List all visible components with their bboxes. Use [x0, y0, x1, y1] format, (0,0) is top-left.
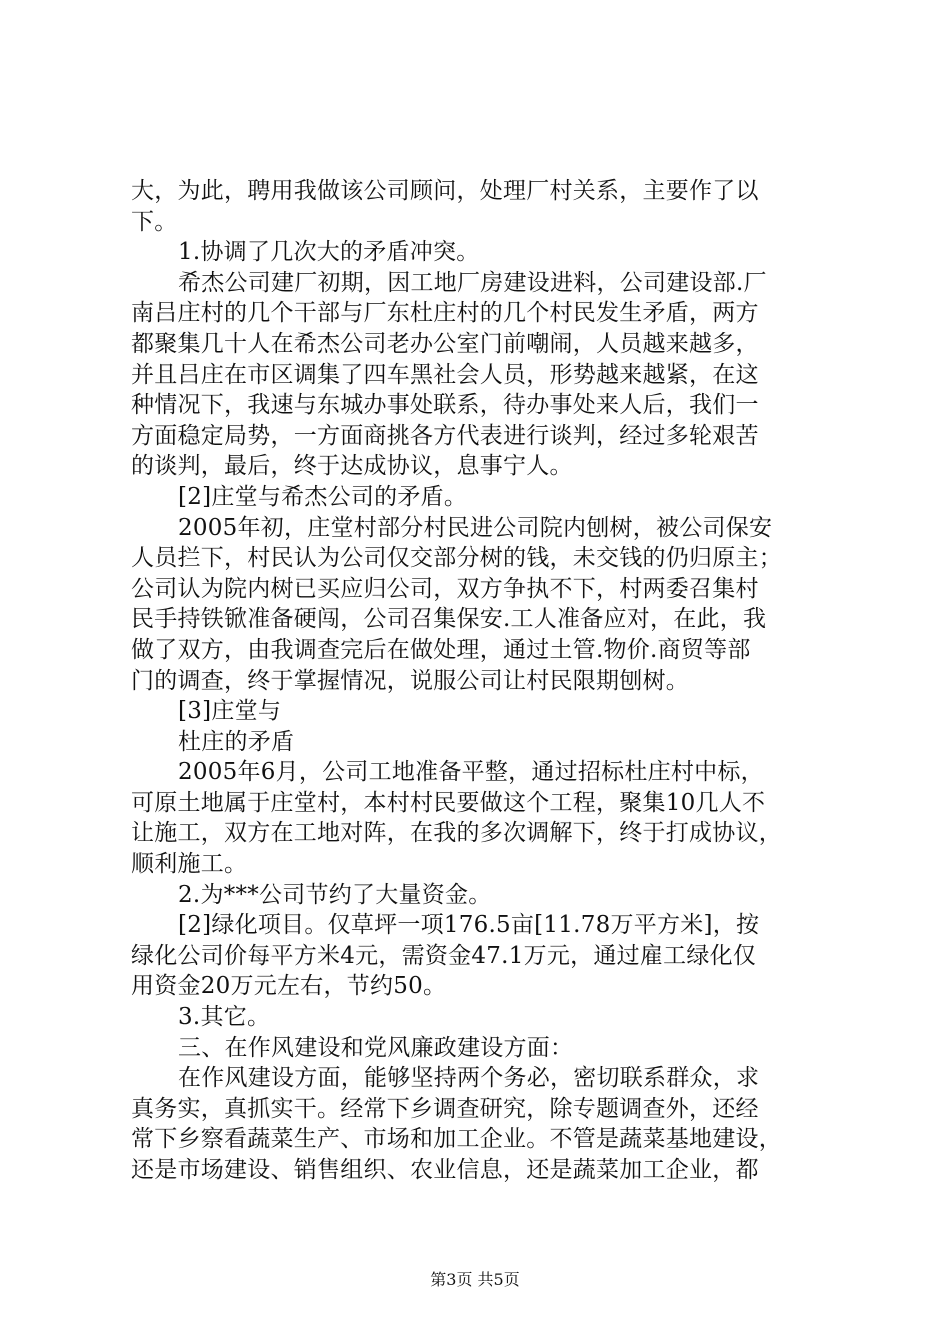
text-line: 门的调查，终于掌握情况，说服公司让村民限期刨树。 — [131, 667, 689, 694]
text-line: 还是市场建设、销售组织、农业信息，还是蔬菜加工企业，都 — [131, 1157, 759, 1183]
text-line: 方面稳定局势，一方面商挑各方代表进行谈判，经过多轮艰苦 — [131, 422, 759, 449]
text-line: 让施工，双方在工地对阵，在我的多次调解下，终于打成协议， — [131, 820, 782, 847]
text-line: 民手持铁锨准备硬闯，公司召集保安.工人准备应对，在此，我 — [131, 606, 767, 633]
text-line: 杜庄的矛盾 — [178, 728, 295, 755]
text-line: 2.为***公司节约了大量资金。 — [178, 881, 492, 908]
text-line: 并且吕庄在市区调集了四车黑社会人员，形势越来越紧，在这 — [131, 361, 759, 388]
text-line: 绿化公司价每平方米4元，需资金47.1万元，通过雇工绿化仅 — [131, 942, 757, 969]
text-line: 种情况下，我速与东城办事处联系，待办事处来人后，我们一 — [131, 392, 759, 419]
document-body — [131, 176, 831, 1186]
text-line: 常下乡察看蔬菜生产、市场和加工企业。不管是蔬菜基地建设， — [131, 1126, 782, 1153]
text-line: 都聚集几十人在希杰公司老办公室门前嘲闹，人员越来越多， — [131, 330, 759, 357]
text-line: 三、在作风建设和党风廉政建设方面： — [178, 1034, 574, 1061]
text-line: 真务实，真抓实干。经常下乡调查研究，除专题调查外，还经 — [131, 1095, 759, 1122]
text-line: 希杰公司建厂初期，因工地厂房建设进料，公司建设部.厂 — [178, 269, 767, 296]
text-line: 顺利施工。 — [131, 851, 248, 878]
text-line: 人员拦下，村民认为公司仅交部分树的钱，未交钱的仍归原主； — [131, 545, 782, 572]
text-line: 的谈判，最后，终于达成协议，息事宁人。 — [131, 453, 573, 480]
text-line: 1.协调了几次大的矛盾冲突。 — [178, 239, 480, 266]
text-line: 2005年6月，公司工地准备平整，通过招标杜庄村中标， — [178, 759, 764, 786]
page-footer: 第3页 共5页 — [430, 1270, 520, 1289]
text-line: 下。 — [131, 208, 178, 235]
text-line: 可原土地属于庄堂村，本村村民要做这个工程，聚集10几人不 — [131, 789, 766, 816]
text-line: 用资金20万元左右，节约50。 — [131, 973, 447, 1000]
text-line: 公司认为院内树已买应归公司，双方争执不下，村两委召集村 — [131, 575, 759, 602]
text-line: 做了双方，由我调查完后在做处理，通过土管.物价.商贸等部 — [131, 636, 751, 663]
text-line: [2]绿化项目。仅草坪一项176.5亩[11.78万平方米]，按 — [178, 912, 760, 939]
text-line: [3]庄堂与 — [178, 698, 282, 725]
text-line: 2005年初，庄堂村部分村民进公司院内刨树，被公司保安 — [178, 514, 773, 541]
text-line: [2]庄堂与希杰公司的矛盾。 — [178, 483, 468, 510]
text-line: 大，为此，聘用我做该公司顾问，处理厂村关系，主要作了以 — [131, 178, 759, 204]
text-line: 3.其它。 — [178, 1004, 271, 1031]
text-line: 在作风建设方面，能够坚持两个务必，密切联系群众，求 — [178, 1065, 760, 1092]
text-line: 南吕庄村的几个干部与厂东杜庄村的几个村民发生矛盾，两方 — [131, 300, 759, 327]
